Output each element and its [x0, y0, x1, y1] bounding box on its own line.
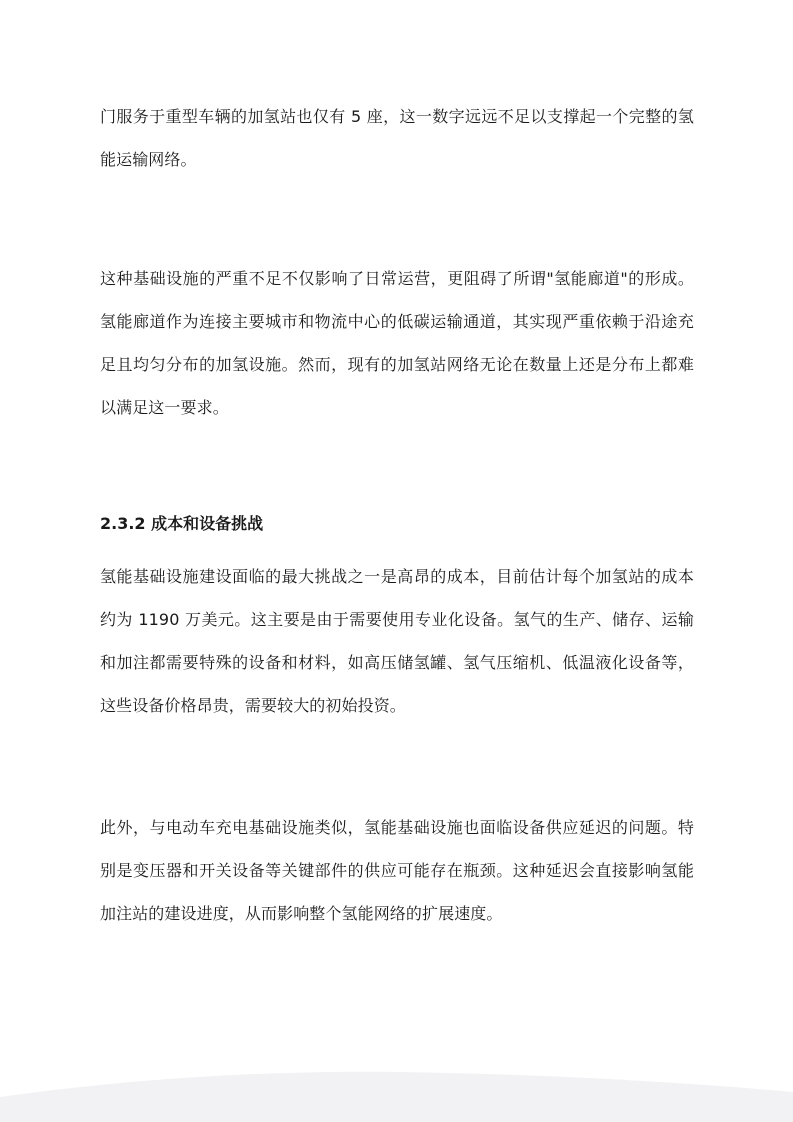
paragraph-cost-challenge: 氢能基础设施建设面临的最大挑战之一是高昂的成本，目前估计每个加氢站的成本约为 1190 万美元。这主要是由于需要使用专业化设备。氢气的生产、储存、运输和加注都需要特殊的设备和材料，如高压储氢罐、氢气压缩机、低温液化设备等，这些设备价格昂贵，需要较大的初始投资。 [100, 567, 694, 715]
paragraph-supply-delay: 此外，与电动车充电基础设施类似，氢能基础设施也面临设备供应延迟的问题。特别是变压器和开关设备等关键部件的供应可能存在瓶颈。这种延迟会直接影响氢能加注站的建设进度，从而影响整个氢能网络的扩展速度。 [100, 818, 694, 923]
paragraph-hydrogen-stations: 门服务于重型车辆的加氢站也仅有 5 座，这一数字远远不足以支撑起一个完整的氢能运输网络。 [100, 107, 694, 169]
section-heading: 2.3.2 成本和设备挑战 [100, 514, 264, 533]
paragraph-hydrogen-corridor: 这种基础设施的严重不足不仅影响了日常运营，更阻碍了所谓"氢能廊道"的形成。氢能廊道作为连接主要城市和物流中心的低碳运输通道，其实现严重依赖于沿途充足且均匀分布的加氢设施。然而，现有的加氢站网络无论在数量上还是分布上都难以满足这一要求。 [100, 269, 694, 417]
footer-wave-decoration [0, 1052, 793, 1122]
